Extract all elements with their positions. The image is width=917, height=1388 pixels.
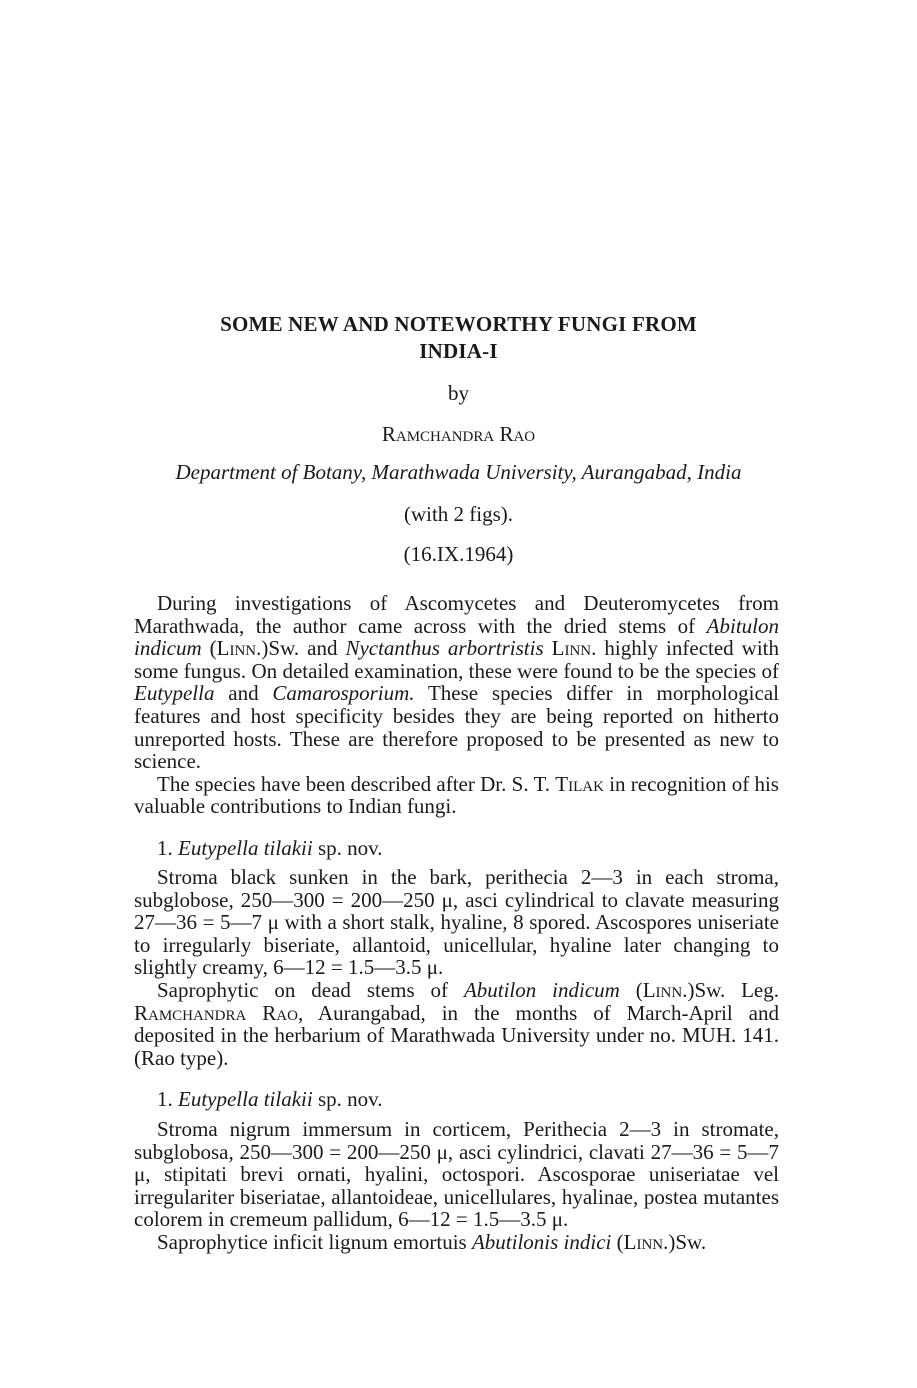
- section-2-heading: [157, 1087, 383, 1112]
- intro-text: in recognition of his valuable contributions to Indian fungi.: [134, 771, 779, 819]
- section-text: , Aurangabad, in the months of March-April and deposited in the herbarium of Marathwada University under no. MUH. 141. (Rao type).: [134, 1000, 779, 1070]
- intro-paragraph-1: [134, 592, 779, 773]
- section-2-habitat: [134, 1231, 779, 1254]
- section-number: 1.: [157, 1087, 178, 1111]
- host-name: Nyctanthus arbortristis: [345, 636, 544, 661]
- genus-name: Camarosporium.: [272, 681, 415, 706]
- by-line: by: [448, 381, 469, 405]
- intro-text: )Sw. and: [261, 636, 346, 661]
- section-number: 1.: [157, 836, 178, 860]
- intro-text: (: [201, 636, 217, 661]
- introduction: [134, 592, 779, 818]
- authority-abbrev: Linn.: [216, 636, 262, 661]
- intro-paragraph-2: [134, 773, 779, 818]
- host-name: Abutilonis indici: [471, 1229, 612, 1254]
- person-name: Tilak: [555, 771, 604, 796]
- intro-text: highly infected with some fungus. On detailed examination, these were found to be the species of: [134, 636, 780, 683]
- species-suffix: sp. nov.: [312, 1087, 383, 1111]
- section-1-heading: [157, 836, 383, 861]
- article-title-line-1: SOME NEW AND NOTEWORTHY FUNGI FROM: [220, 312, 697, 336]
- article-title-line-2: INDIA-I: [419, 339, 498, 363]
- section-2-latin-description: Stroma nigrum immersum in corticem, Perithecia 2—3 in stromate, subglobosa, 250—300 = 200—250 μ, asci cylindrici, clavati 27—36 = 5—7 μ, stipitati brevi ornati, hyalini, octospori. Ascosporae uniseriatae vel irregulariter biseriatae, allantoideae, unicellulares, hyalinae, postea mutantes colorem in cremeum pallidum, 6—12 = 1.5—3.5 μ.: [134, 1117, 779, 1232]
- section-1-description: Stroma black sunken in the bark, perithecia 2—3 in each stroma, subglobose, 250—300 = 200—250 μ, asci cylindrical to clavate measuring 27—36 = 5—7 μ with a short stalk, hyaline, 8 spored. Ascospores uniseriate to irregularly biseriate, allantoid, unicellular, hyaline later changing to slightly creamy, 6—12 = 1.5—3.5 μ.: [134, 865, 779, 980]
- section-text: )Sw. Leg.: [687, 977, 779, 1002]
- genus-name: Eutypella: [134, 681, 215, 706]
- section-1-body: [134, 866, 779, 1069]
- section-text: (: [611, 1229, 624, 1254]
- section-1-habitat: [134, 979, 779, 1069]
- intro-text: [544, 636, 552, 660]
- section-text: )Sw.: [668, 1229, 707, 1254]
- figure-note: (with 2 figs).: [403, 502, 514, 526]
- section-text: Saprophytic on dead stems of: [157, 977, 464, 1002]
- authority-abbrev: Linn.: [623, 1229, 669, 1254]
- collector-name: Ramchandra Rao: [134, 1000, 298, 1025]
- affiliation-text: Department of Botany, Marathwada University, Aurangabad, India: [175, 460, 742, 484]
- section-text: (: [619, 977, 643, 1002]
- species-name: Eutypella tilakii: [178, 836, 313, 860]
- species-suffix: sp. nov.: [312, 836, 383, 860]
- authority-abbrev: Linn.: [642, 977, 688, 1002]
- section-text: Saprophytice inficit lignum emortuis: [157, 1229, 472, 1254]
- received-date: (16.IX.1964): [403, 542, 514, 566]
- intro-text: The species have been described after Dr. S. T.: [157, 771, 556, 796]
- author-name: Ramchandra Rao: [381, 422, 536, 446]
- host-name: Abitulon indicum: [134, 613, 779, 661]
- authority-abbrev: Linn.: [551, 636, 597, 661]
- intro-text: During investigations of Ascomycetes and Deuteromycetes from Marathwada, the author came across with the dried stems of: [134, 591, 779, 638]
- host-name: Abutilon indicum: [463, 977, 620, 1002]
- affiliation: [0, 460, 917, 485]
- species-name: Eutypella tilakii: [178, 1087, 313, 1111]
- section-2-body: [134, 1118, 779, 1254]
- intro-text: These species differ in morphological features and host specificity besides they are being reported on hitherto unreported hosts. These are therefore proposed to be presented as new to science.: [134, 681, 779, 774]
- intro-text: and: [214, 681, 273, 706]
